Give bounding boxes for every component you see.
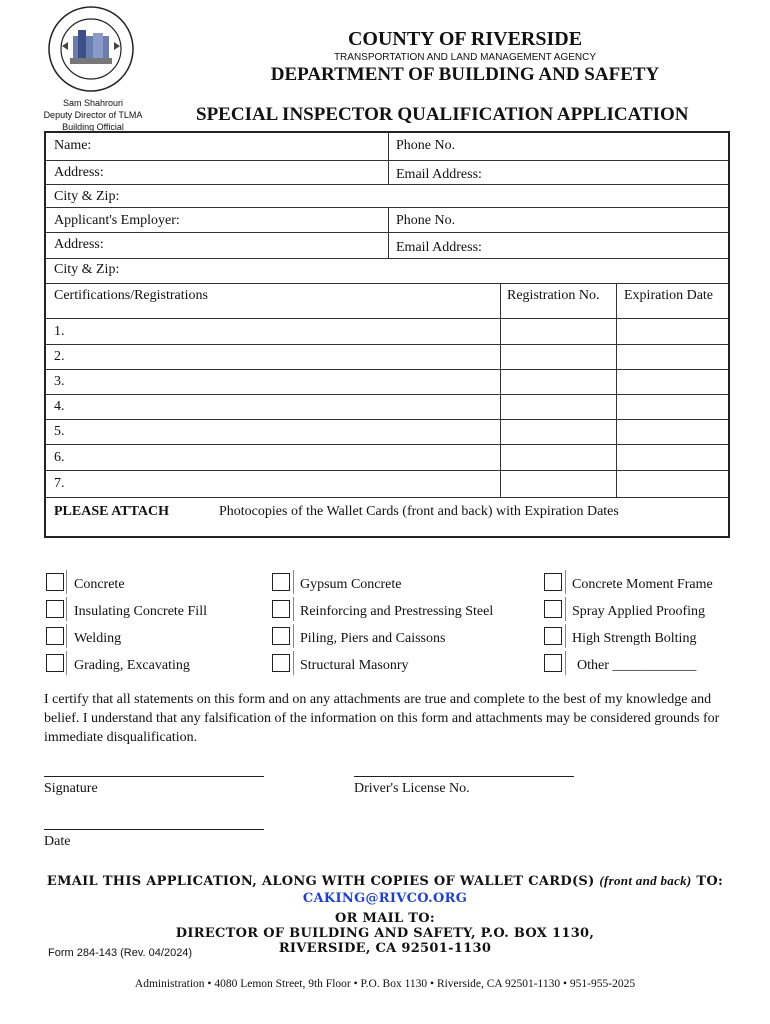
certification-statement: I certify that all statements on this form and on any attachments are true and complete to the best of my knowledge and belief. I understand that any falsification of the information on this form and attachments may be considered grounds for immediate disqualification. bbox=[44, 692, 720, 745]
employer-city-zip-field[interactable]: City & Zip: bbox=[54, 262, 120, 277]
form-title: SPECIAL INSPECTOR QUALIFICATION APPLICATION bbox=[196, 104, 689, 125]
cert-row-6[interactable]: 6. bbox=[54, 450, 65, 465]
certifications-header: Certifications/Registrations bbox=[54, 288, 208, 303]
label-structural-masonry: Structural Masonry bbox=[300, 658, 409, 673]
building-official bbox=[18, 97, 168, 133]
checkbox-piling-piers-caissons[interactable] bbox=[272, 627, 290, 645]
mail-address-line-1: DIRECTOR OF BUILDING AND SAFETY, P.O. BOX 1130, bbox=[175, 926, 595, 941]
date-label: Date bbox=[44, 834, 71, 849]
checkbox-spray-applied-proofing[interactable] bbox=[544, 600, 562, 618]
label-other[interactable]: Other ____________ bbox=[577, 658, 697, 673]
label-concrete-moment-frame: Concrete Moment Frame bbox=[572, 577, 713, 592]
cert-row-2[interactable]: 2. bbox=[54, 349, 65, 364]
label-welding: Welding bbox=[74, 631, 122, 646]
instruction-part-3: TO: bbox=[691, 874, 724, 889]
signature-line[interactable] bbox=[44, 776, 264, 777]
checkbox-insulating-concrete-fill[interactable] bbox=[46, 600, 64, 618]
instruction-part-1: EMAIL THIS APPLICATION, ALONG WITH COPIES OF WALLET CARD(S) bbox=[46, 874, 600, 889]
cert-row-3[interactable]: 3. bbox=[54, 374, 65, 389]
registration-no-header: Registration No. bbox=[507, 288, 600, 303]
cert-row-1[interactable]: 1. bbox=[54, 324, 65, 339]
email-link[interactable]: CAKING@RIVCO.ORG bbox=[302, 891, 468, 906]
phone-field[interactable]: Phone No. bbox=[396, 138, 456, 153]
checkbox-structural-masonry[interactable] bbox=[272, 654, 290, 672]
label-reinforcing-steel: Reinforcing and Prestressing Steel bbox=[300, 604, 494, 619]
checkbox-grading-excavating[interactable] bbox=[46, 654, 64, 672]
signature-label: Signature bbox=[44, 781, 98, 796]
county-title: COUNTY OF RIVERSIDE bbox=[347, 28, 583, 50]
checkbox-concrete-moment-frame[interactable] bbox=[544, 573, 562, 591]
employer-field[interactable]: Applicant's Employer: bbox=[54, 213, 180, 228]
footer-address: Administration • 4080 Lemon Street, 9th Floor • P.O. Box 1130 • Riverside, CA 92501-1130 • 951-955-2025 bbox=[134, 978, 636, 990]
checkbox-welding[interactable] bbox=[46, 627, 64, 645]
employer-email-field[interactable]: Email Address: bbox=[396, 240, 482, 255]
checkbox-gypsum-concrete[interactable] bbox=[272, 573, 290, 591]
please-attach-text: Photocopies of the Wallet Cards (front and back) with Expiration Dates bbox=[219, 504, 619, 519]
label-spray-applied-proofing: Spray Applied Proofing bbox=[572, 604, 705, 619]
checkbox-reinforcing-steel[interactable] bbox=[272, 600, 290, 618]
label-grading-excavating: Grading, Excavating bbox=[74, 658, 190, 673]
or-mail-to: OR MAIL TO: bbox=[335, 911, 435, 926]
instruction-part-2: (front and back) bbox=[599, 873, 692, 888]
checkbox-other[interactable] bbox=[544, 654, 562, 672]
license-label: Driver's License No. bbox=[354, 781, 470, 796]
mail-address-line-2: RIVERSIDE, CA 92501-1130 bbox=[278, 941, 492, 956]
checkbox-high-strength-bolting[interactable] bbox=[544, 627, 562, 645]
label-high-strength-bolting: High Strength Bolting bbox=[572, 631, 697, 646]
form-number: Form 284-143 (Rev. 04/2024) bbox=[48, 947, 193, 959]
cert-row-7[interactable]: 7. bbox=[54, 476, 65, 491]
label-piling-piers-caissons: Piling, Piers and Caissons bbox=[300, 631, 446, 646]
name-field[interactable]: Name: bbox=[54, 138, 92, 153]
label-concrete: Concrete bbox=[74, 577, 125, 592]
license-line[interactable] bbox=[354, 776, 574, 777]
department-title: DEPARTMENT OF BUILDING AND SAFETY bbox=[270, 64, 660, 85]
agency-name: TRANSPORTATION AND LAND MANAGEMENT AGENCY bbox=[333, 52, 597, 63]
employer-phone-field[interactable]: Phone No. bbox=[396, 213, 456, 228]
expiration-date-header: Expiration Date bbox=[624, 288, 714, 303]
cert-row-4[interactable]: 4. bbox=[54, 399, 65, 414]
official-title-1: Deputy Director of TLMA bbox=[43, 110, 143, 120]
please-attach-label: PLEASE ATTACH bbox=[54, 504, 170, 519]
cert-row-5[interactable]: 5. bbox=[54, 424, 65, 439]
city-zip-field[interactable]: City & Zip: bbox=[54, 189, 120, 204]
official-name: Sam Shahrouri bbox=[62, 98, 124, 108]
email-instruction bbox=[0, 873, 770, 889]
employer-address-field[interactable]: Address: bbox=[54, 237, 104, 252]
date-line[interactable] bbox=[44, 829, 264, 830]
official-title-2: Building Official bbox=[62, 122, 124, 132]
county-seal-logo bbox=[48, 6, 134, 92]
application-form bbox=[44, 131, 730, 538]
checkbox-concrete[interactable] bbox=[46, 573, 64, 591]
label-insulating-concrete-fill: Insulating Concrete Fill bbox=[74, 604, 207, 619]
email-field[interactable]: Email Address: bbox=[396, 167, 482, 182]
address-field[interactable]: Address: bbox=[54, 165, 104, 180]
label-gypsum-concrete: Gypsum Concrete bbox=[300, 577, 402, 592]
